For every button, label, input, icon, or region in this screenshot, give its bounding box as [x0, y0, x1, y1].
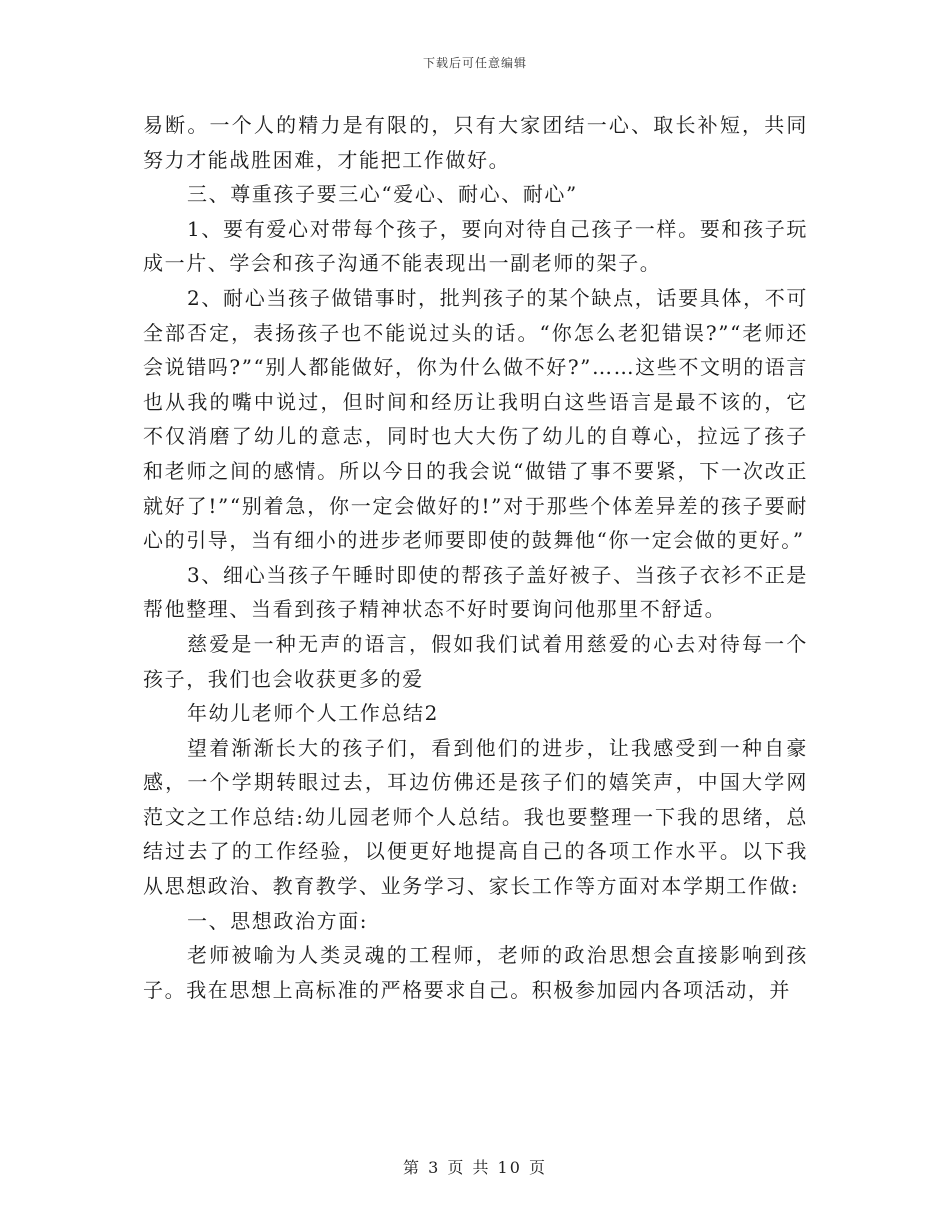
paragraph: 望着渐渐长大的孩子们，看到他们的进步，让我感受到一种自豪感，一个学期转眼过去，耳边仿佛还是孩子们的嬉笑声，中国大学网范文之工作总结:幼儿园老师个人总结。我也要整理一下我的思绪，总结过去了的工作经验，以便更好地提高自己的各项工作水平。以下我从思想政治、教育教学、业务学习、家长工作等方面对本学期工作做: [143, 735, 808, 899]
document-body [143, 108, 808, 1007]
paragraph: 老师被喻为人类灵魂的工程师，老师的政治思想会直接影响到孩子。我在思想上高标准的严格要求自己。积极参加园内各项活动，并 [143, 943, 808, 1002]
page-number: 第 3 页 共 10 页 [403, 1158, 547, 1177]
paragraph: 慈爱是一种无声的语言，假如我们试着用慈爱的心去对待每一个孩子，我们也会收获更多的爱 [143, 631, 808, 691]
section-heading: 三、尊重孩子要三心“爱心、耐心、耐心” [187, 182, 578, 207]
paragraph: 2、耐心当孩子做错事时，批判孩子的某个缺点，话要具体，不可全部否定，表扬孩子也不能说过头的话。“你怎么老犯错误?”“老师还会说错吗?”“别人都能做好，你为什么做不好?”……这些不文明的语言也从我的嘴中说过，但时间和经历让我明白这些语言是最不该的，它不仅消磨了幼儿的意志，同时也大大伤了幼儿的自尊心，拉远了孩子和老师之间的感情。所以今日的我会说“做错了事不要紧，下一次改正就好了!”“别着急，你一定会做好的!”对于那些个体差异差的孩子要耐心的引导，当有细小的进步老师要即使的鼓舞他“你一定会做的更好。” [143, 285, 808, 553]
paragraph: 3、细心当孩子午睡时即使的帮孩子盖好被子、当孩子衣衫不正是帮他整理、当看到孩子精神状态不好时要询问他那里不舒适。 [143, 562, 808, 622]
section-heading: 一、思想政治方面: [187, 908, 369, 933]
paragraph: 1、要有爱心对带每个孩子，要向对待自己孩子一样。要和孩子玩成一片、学会和孩子沟通不能表现出一副老师的架子。 [143, 216, 808, 276]
page-header-note: 下载后可任意编辑 [422, 56, 527, 70]
paragraph: 易断。一个人的精力是有限的，只有大家团结一心、取长补短，共同努力才能战胜困难，才能把工作做好。 [143, 113, 808, 172]
section-title: 年幼儿老师个人工作总结2 [187, 701, 439, 726]
